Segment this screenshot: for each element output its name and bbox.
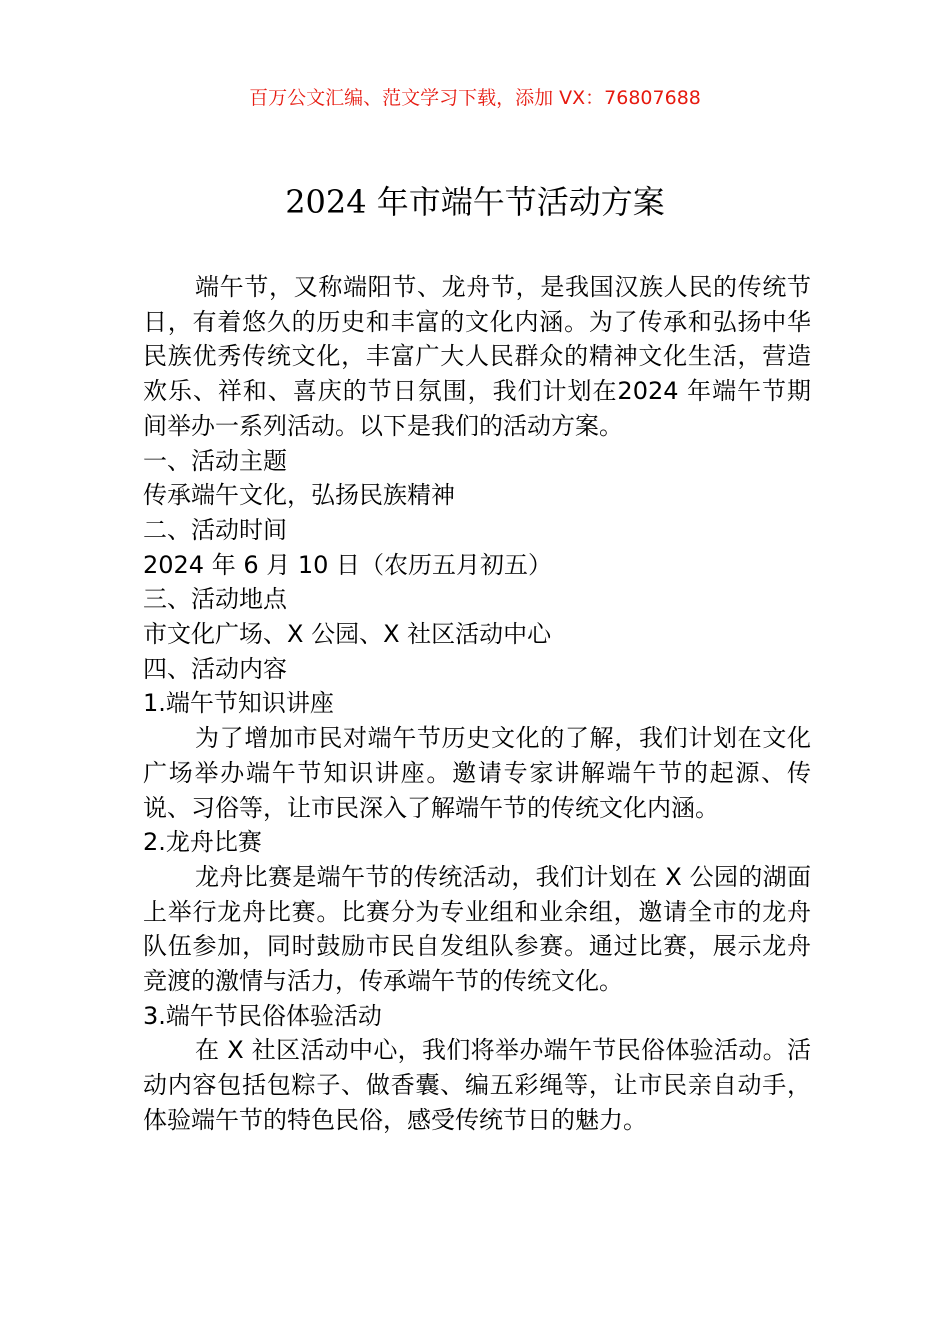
document-title: 2024 年市端午节活动方案 — [285, 183, 665, 221]
section-heading-location: 三、活动地点 — [143, 585, 287, 614]
item-heading-dragon-boat: 2.龙舟比赛 — [143, 828, 262, 857]
document-body — [143, 270, 811, 1138]
section-heading-content: 四、活动内容 — [143, 654, 287, 683]
header-banner: 百万公文汇编、范文学习下载，添加 VX：76807688 — [249, 87, 701, 109]
section-content-theme: 传承端午文化，弘扬民族精神 — [143, 481, 455, 510]
intro-paragraph: 端午节，又称端阳节、龙舟节，是我国汉族人民的传统节日，有着悠久的历史和丰富的文化内涵。为了传承和弘扬中华民族优秀传统文化，丰富广大人民群众的精神文化生活，营造欢乐、祥和、喜庆的节日氛围，我们计划在2024 年端午节期间举办一系列活动。以下是我们的活动方案。 — [143, 273, 811, 440]
item-body-lecture: 为了增加市民对端午节历史文化的了解，我们计划在文化广场举办端午节知识讲座。邀请专家讲解端午节的起源、传说、习俗等，让市民深入了解端午节的传统文化内涵。 — [143, 724, 811, 822]
item-body-dragon-boat: 龙舟比赛是端午节的传统活动，我们计划在 X 公园的湖面上举行龙舟比赛。比赛分为专业组和业余组，邀请全市的龙舟队伍参加，同时鼓励市民自发组队参赛。通过比赛，展示龙舟竞渡的激情与活力，传承端午节的传统文化。 — [143, 862, 811, 996]
section-heading-time: 二、活动时间 — [143, 515, 287, 544]
item-heading-folk-experience: 3.端午节民俗体验活动 — [143, 1001, 382, 1030]
section-content-location: 市文化广场、X 公园、X 社区活动中心 — [143, 620, 552, 649]
item-heading-lecture: 1.端午节知识讲座 — [143, 689, 334, 718]
section-content-time: 2024 年 6 月 10 日（农历五月初五） — [143, 550, 553, 579]
section-heading-theme: 一、活动主题 — [143, 446, 287, 475]
item-body-folk-experience: 在 X 社区活动中心，我们将举办端午节民俗体验活动。活动内容包括包粽子、做香囊、编五彩绳等，让市民亲自动手，体验端午节的特色民俗，感受传统节日的魅力。 — [143, 1036, 811, 1134]
